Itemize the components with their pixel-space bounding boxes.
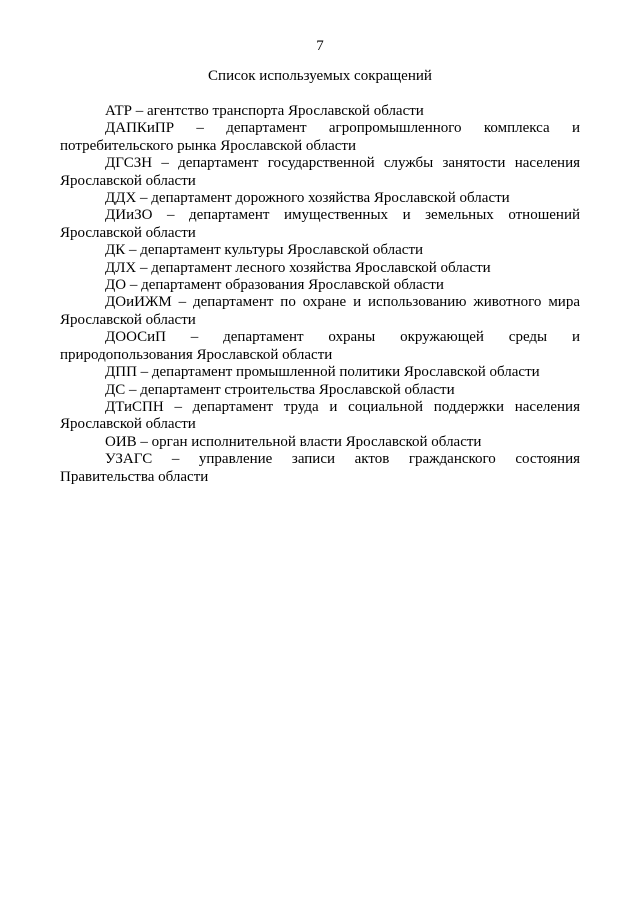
abbreviation-list	[60, 103, 580, 486]
abbreviation-entry: ДДХ – департамент дорожного хозяйства Ярославской области	[105, 190, 510, 207]
page-title: Список используемых сокращений	[208, 68, 432, 84]
abbreviation-entry: ДАПКиПР – департамент агропромышленного комплекса и потребительского рынка Ярославской области	[60, 120, 580, 154]
abbreviation-entry: ДТиСПН – департамент труда и социальной поддержки населения Ярославской области	[60, 398, 580, 433]
abbreviation-entry: АТР – агентство транспорта Ярославской области	[105, 103, 424, 119]
abbreviation-entry: ДООСиП – департамент охраны окружающей среды и природопользования Ярославской области	[60, 329, 580, 363]
abbreviation-entry: ДС – департамент строительства Ярославской области	[105, 381, 455, 398]
page-number: 7	[316, 38, 324, 54]
abbreviation-entry: ДК – департамент культуры Ярославской области	[105, 242, 424, 259]
abbreviation-entry: ДО – департамент образования Ярославской области	[105, 277, 444, 294]
abbreviation-entry: ОИВ – орган исполнительной власти Ярославской области	[105, 433, 482, 450]
abbreviation-entry: ДГСЗН – департамент государственной службы занятости населения Ярославской области	[60, 155, 580, 189]
abbreviation-entry: ДИиЗО – департамент имущественных и земельных отношений Ярославской области	[60, 207, 580, 241]
abbreviation-entry: УЗАГС – управление записи актов гражданского состояния Правительства области	[60, 451, 580, 485]
abbreviation-entry: ДПП – департамент промышленной политики Ярославской области	[105, 364, 540, 381]
abbreviation-entry: ДЛХ – департамент лесного хозяйства Ярославской области	[105, 259, 491, 276]
abbreviation-entry: ДОиИЖМ – департамент по охране и использованию животного мира Ярославской области	[60, 294, 580, 328]
